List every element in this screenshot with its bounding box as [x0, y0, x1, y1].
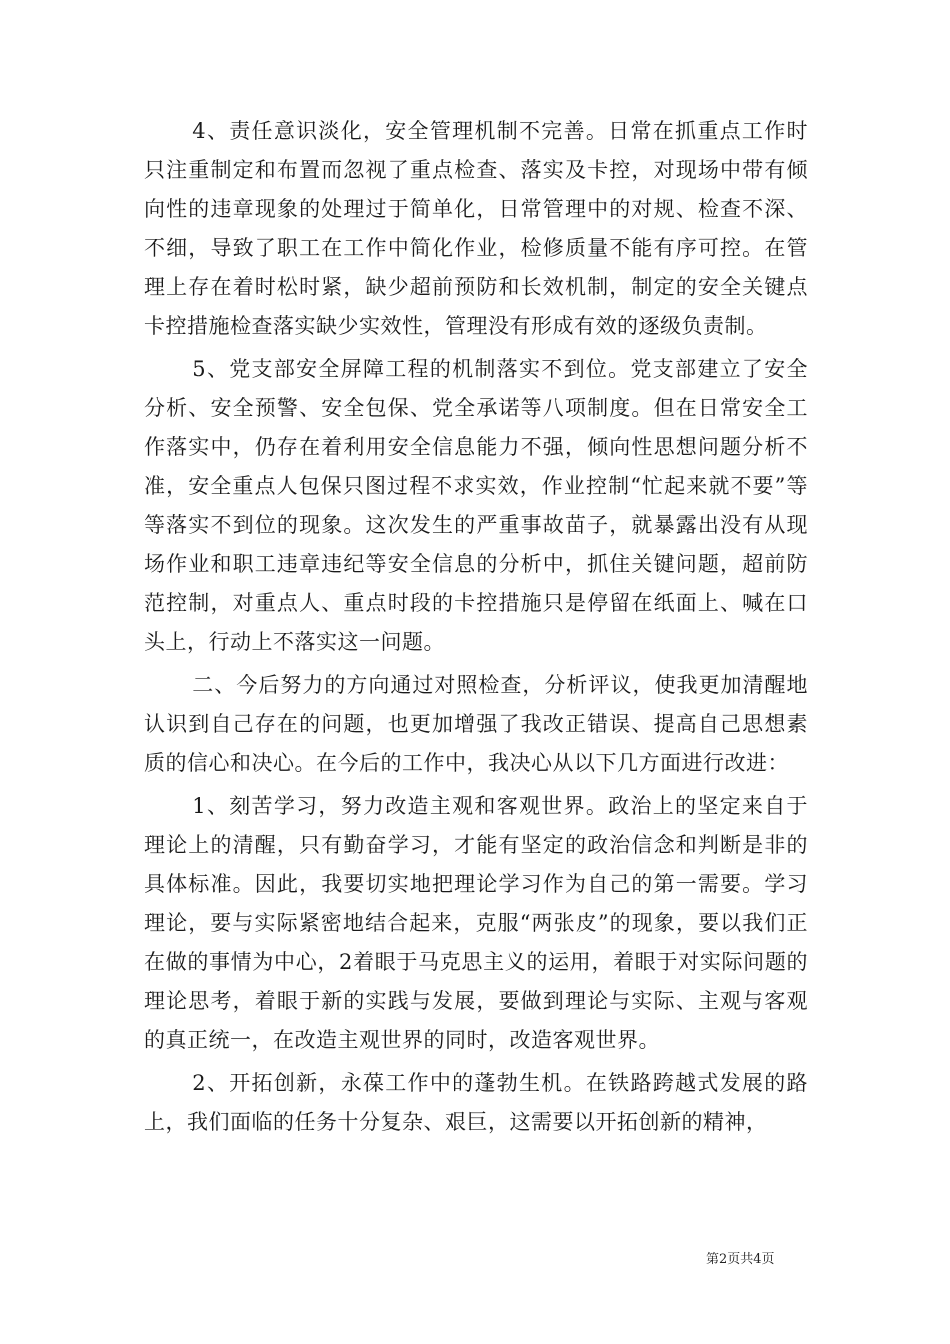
document-body — [144, 112, 808, 1142]
paragraph-responsibility: 4、责任意识淡化，安全管理机制不完善。日常在抓重点工作时只注重制定和布置而忽视了重点检查、落实及卡控，对现场中带有倾向性的违章现象的处理过于简单化，日常管理中的对规、检查不深、不细，导致了职工在工作中简化作业，检修质量不能有序可控。在管理上存在着时松时紧，缺少超前预防和长效机制，制定的安全关键点卡控措施检查落实缺少实效性，管理没有形成有效的逐级负责制。 — [144, 119, 808, 338]
page-number: 第2页共4页 — [706, 1252, 775, 1267]
paragraph-innovation: 2、开拓创新，永葆工作中的蓬勃生机。在铁路跨越式发展的路上，我们面临的任务十分复杂、艰巨，这需要以开拓创新的精神， — [144, 1071, 808, 1134]
paragraph-future-direction: 二、今后努力的方向通过对照检查，分析评议，使我更加清醒地认识到自己存在的问题，也更加增强了我改正错误、提高自己思想素质的信心和决心。在今后的工作中，我决心从以下几方面进行改进： — [144, 673, 808, 775]
paragraph-party-branch: 5、党支部安全屏障工程的机制落实不到位。党支部建立了安全分析、安全预警、安全包保、党全承诺等八项制度。但在日常安全工作落实中，仍存在着利用安全信息能力不强，倾向性思想问题分析不准，安全重点人包保只图过程不求实效，作业控制“忙起来就不要”等等落实不到位的现象。这次发生的严重事故苗子，就暴露出没有从现场作业和职工违章违纪等安全信息的分析中，抓住关键问题，超前防范控制，对重点人、重点时段的卡控措施只是停留在纸面上、喊在口头上，行动上不落实这一问题。 — [144, 357, 808, 654]
paragraph-study-hard: 1、刻苦学习，努力改造主观和客观世界。政治上的坚定来自于理论上的清醒，只有勤奋学习，才能有坚定的政治信念和判断是非的具体标准。因此，我要切实地把理论学习作为自己的第一需要。学习理论，要与实际紧密地结合起来，克服“两张皮”的现象，要以我们正在做的事情为中心，2着眼于马克思主义的运用，着眼于对实际问题的理论思考，着眼于新的实践与发展，要做到理论与实际、主观与客观的真正统一，在改造主观世界的同时，改造客观世界。 — [144, 794, 808, 1052]
